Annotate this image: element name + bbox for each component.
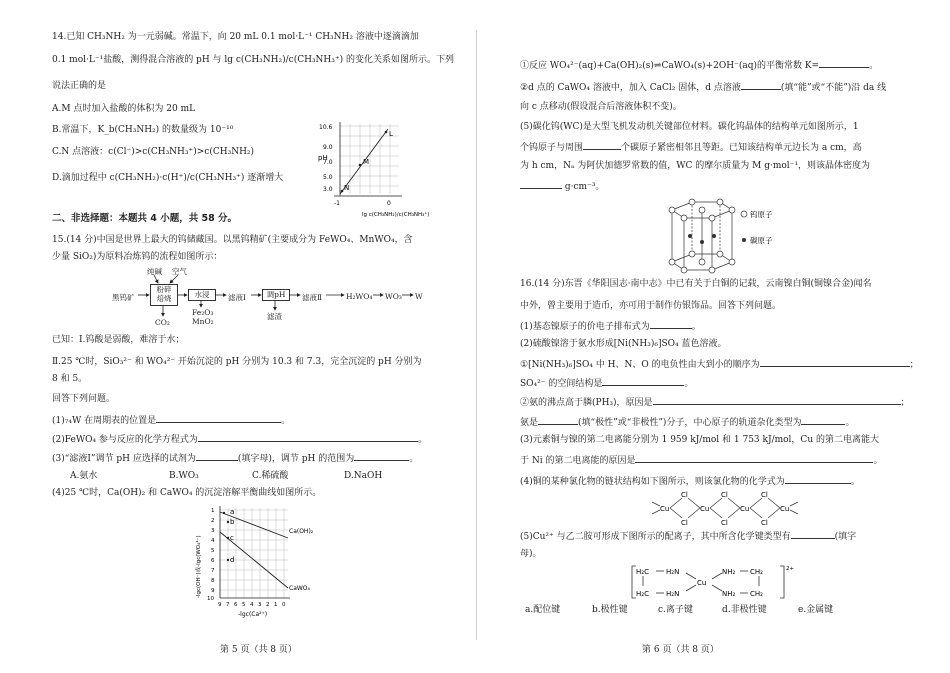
flow-product-3: W [415, 292, 423, 301]
q15-xtick-5: 4 [250, 602, 254, 608]
q15-s2-blank[interactable] [198, 432, 418, 442]
q15-r5 [520, 140, 950, 154]
q16-option-a: a.配位键 [525, 605, 561, 615]
q16-s3b: 于 Ni 的第二电离能的原因是 。 [520, 453, 950, 467]
q15-r2-text: ②d 点的 CaWO₄ 溶液中，加入 CaCl₂ 固体，d 点溶液 [520, 83, 741, 93]
q15-xtick-1: 9 [218, 602, 222, 608]
complex-h2c-2: H₂C [636, 590, 649, 598]
complex-charge: 2+ [786, 566, 795, 572]
q15-known1: 已知：Ⅰ.钨酸是弱酸，难溶于水； [52, 335, 185, 345]
q16-line2: 中外，曾主要用于造币，亦可用于制作仿银饰品。回答下列问题。 [520, 301, 782, 311]
q15-ytick-2: 2 [211, 518, 215, 524]
flow-arrows [112, 266, 492, 332]
q16-option-b: b.极性键 [592, 605, 628, 615]
q15-ask: 回答下列问题。 [52, 394, 116, 404]
q15-s3-text: (3)“滤液Ⅰ”调节 pH 应选择的试剂为 [52, 454, 196, 464]
q15-point-d [227, 559, 229, 561]
q15-label-b: b [230, 518, 235, 526]
flow-out-fe2o3: Fe₂O₃ [192, 308, 214, 317]
flow-start: 黑钨矿 [112, 293, 135, 302]
chain-cl-2: Cl [681, 519, 688, 527]
q15-ytick-9: 9 [211, 588, 215, 594]
flow-box-water: 水浸 [188, 289, 216, 301]
q15-option-d: D.NaOH [344, 471, 383, 481]
q15-xlabel: -lgc(Ca²⁺) [238, 611, 268, 618]
q16-s2a-blank[interactable] [760, 357, 910, 367]
q15-line1: 15.(14 分)中国是世界上最大的钨储藏国。以黑钨精矿(主要成分为 FeWO₄、MnWO₄，含 [52, 235, 413, 245]
q15-xtick-9: 0 [282, 602, 286, 608]
q16-s5c: 母)。 [520, 549, 542, 559]
q16-s2b-blank[interactable] [602, 376, 684, 386]
q16-s5-text: (5)Cu²⁺ 与乙二胺可形成下图所示的配离子，其中所含化学键类型有 [520, 532, 791, 542]
q14-label-m: M [363, 158, 370, 166]
q15-ytick-6: 6 [211, 558, 215, 564]
q16-s4-text: (4)铜的某种氯化物的链状结构如下图所示，则该氯化物的化学式为 [520, 477, 785, 487]
q15-r2-blank[interactable] [741, 80, 781, 90]
q15-curve2-label: CaWO₄ [289, 585, 310, 592]
q16-s3b-blank[interactable] [635, 453, 873, 463]
q15-s3-text2: (填字母)，调节 pH 的范围为 [237, 454, 355, 464]
complex-h2n-2: H₂N [666, 590, 680, 598]
complex-h2n-1: H₂N [666, 568, 680, 576]
q14-xtick-1: -1 [334, 200, 340, 207]
q14-option-d: D.滴加过程中 c(CH₃NH₂)·c(H⁺)/c(CH₃NH₃⁺) 逐渐增大 [52, 173, 284, 183]
flow-filtrate-1: 滤液Ⅰ [228, 293, 246, 302]
q16-s2d-blank2[interactable] [801, 415, 845, 425]
flow-box-roast-l1: 粉碎 [156, 285, 172, 294]
q14-ytick-2: 9.0 [323, 144, 333, 151]
q15-r7 [520, 179, 950, 193]
q14-point-l [385, 131, 388, 134]
q15-s4: (4)25 ℃时，Ca(OH)₂ 和 CaWO₄ 的沉淀溶解平衡曲线如图所示。 [52, 488, 322, 498]
q16-s1-text: (1)基态镍原子的价电子排布式为 [520, 322, 650, 332]
q16-s3b-text: 于 Ni 的第二电离能的原因是 [520, 456, 636, 466]
q15-s2: (2)FeWO₄ 参与反应的化学方程式为 。 [52, 432, 492, 446]
q15-xtick-3: 6 [234, 602, 238, 608]
q15-s1: (1)₇₄W 在周期表的位置是 。 [52, 413, 492, 427]
cucl-chain-structure [648, 488, 838, 528]
q15-r4: (5)碳化钨(WC)是大型飞机发动机关键部位材料。碳化钨晶体的结构单元如图所示，1 [520, 122, 859, 132]
flow-product-1: H₂WO₄ [346, 292, 373, 301]
complex-nh2-2: NH₂ [722, 590, 736, 598]
q15-label-d: d [230, 556, 235, 564]
q14-line3: 说法正确的是 [52, 81, 107, 91]
q15-r5-text: 个钨原子与周围 [520, 143, 584, 153]
q15-xtick-7: 2 [266, 602, 270, 608]
q15-option-b: B.WO₃ [169, 471, 199, 481]
q16-s3: (3)元素铜与镍的第二电离能分别为 1 959 kJ/mol 和 1 753 kJ/mol，Cu 的第二电离能大 [520, 435, 879, 445]
q15-ytick-8: 8 [211, 578, 215, 584]
q16-s2c-text: ②氨的沸点高于膦(PH₃)，原因是 [520, 398, 653, 408]
flow-out-residue: 滤渣 [267, 312, 282, 321]
footer-right: 第 6 页（共 8 页） [642, 645, 719, 655]
q15-s1-blank[interactable] [156, 413, 281, 423]
q14-xtick-2: 0 [387, 200, 391, 207]
q14-option-a: A.M 点时加入盐酸的体积为 20 mL [52, 104, 196, 114]
q14-line2: 0.1 mol·L⁻¹盐酸，测得混合溶液的 pH 与 lg c(CH₃NH₂)/c(CH₃NH₃⁺) 的变化关系如图所示。下列 [52, 55, 455, 65]
q14-label-l: L [389, 130, 393, 138]
q15-flowchart [112, 266, 492, 332]
flow-input-air: 空气 [172, 267, 187, 276]
q15-option-a: A.氨水 [70, 471, 98, 481]
q16-s2c: ②氨的沸点高于膦(PH₃)，原因是 ； [520, 395, 950, 409]
q15-label-a: a [230, 508, 235, 516]
q15-ytick-4: 4 [211, 538, 215, 544]
q15-point-c [227, 537, 229, 539]
q14-ytick-1: 10.6 [319, 124, 333, 131]
chain-cu-4: Cu [780, 505, 790, 513]
right-page [520, 0, 950, 673]
q15-xtick-2: 7 [226, 602, 230, 608]
complex-ch2-1: CH₂ [750, 568, 763, 576]
q14-ytick-3: 7.0 [323, 159, 333, 166]
q14-xlabel: lg c(CH₃NH₂)/c(CH₃NH₃⁺) [362, 212, 430, 218]
legend-w-label: 钨原子 [750, 210, 773, 219]
q16-s2b-text: SO₄²⁻ 的空间结构是 [520, 379, 603, 389]
q14-ytick-5: 3.0 [323, 186, 333, 193]
q15-point-a [223, 512, 225, 514]
flow-product-2: WO₃ [385, 292, 402, 301]
q15-s3-blank1[interactable] [196, 451, 238, 461]
flow-out-co2: CO₂ [155, 318, 170, 327]
q15-solubility-graph [192, 502, 332, 620]
wc-crystal-structure [660, 196, 800, 276]
q14-option-b: B.常温下，K_b(CH₃NH₂) 的数量级为 10⁻¹⁰ [52, 125, 234, 135]
q15-r5-text2: 个碳原子紧密相邻且等距。已知该结构单元边长为 a cm，高 [621, 143, 862, 153]
q16-s2b: SO₄²⁻ 的空间结构是 。 [520, 376, 950, 390]
q15-s3-blank2[interactable] [354, 451, 409, 461]
cu-en-complex-structure [630, 562, 820, 602]
q16-s2a: ①[Ni(NH₃)₆]SO₄ 中 H、N、O 的电负性由大到小的顺序为 ； [520, 357, 950, 371]
q15-r6: 为 h cm，Nₐ 为阿伏加德罗常数的值，WC 的摩尔质量为 M g·mol⁻¹，则该晶体密度为 [520, 161, 871, 171]
chain-cl-1: Cl [681, 491, 688, 499]
chain-cu-1: Cu [660, 505, 670, 513]
q15-curve1-label: Ca(OH)₂ [289, 528, 314, 535]
q16-option-c: c.离子键 [658, 605, 693, 615]
q15-xtick-8: 1 [274, 602, 278, 608]
q15-ytick-7: 7 [211, 568, 215, 574]
q15-ytick-3: 3 [211, 528, 215, 534]
q16-s4-blank[interactable] [785, 474, 851, 484]
q15-s1-text: (1)₇₄W 在周期表的位置是 [52, 416, 157, 426]
q16-s2d: 氨是 (填“极性”或“非极性”)分子，中心原子的轨道杂化类型为 。 [520, 415, 950, 429]
q15-r2 [520, 80, 950, 94]
flow-filtrate-2: 滤液Ⅱ [302, 293, 323, 302]
q16-s5 [520, 529, 950, 543]
chain-cl-6: Cl [761, 519, 768, 527]
flow-input-soda: 纯碱 [147, 267, 162, 276]
q15-xtick-6: 3 [258, 602, 262, 608]
q15-r5-blank[interactable] [583, 140, 621, 150]
q16-line1: 16.(14 分)东晋《华阳国志·南中志》中已有关于白铜的记载，云南镍白铜(铜镍合金)闻名 [520, 279, 872, 289]
q15-r7-blank[interactable] [520, 179, 562, 189]
q15-ytick-1: 1 [211, 508, 215, 514]
q15-r3: 向 c 点移动(假设混合后溶液体积不变)。 [520, 102, 682, 112]
q16-s2d-blank1[interactable] [538, 415, 578, 425]
q16-s2d-text: 氨是 [520, 418, 539, 428]
q14-ytick-4: 5.0 [323, 174, 333, 181]
q14-line1: 14.已知 CH₃NH₂ 为一元弱碱。常温下，向 20 mL 0.1 mol·L⁻¹ CH₃NH₂ 溶液中逐滴滴加 [52, 32, 419, 42]
q15-s3: (3)“滤液Ⅰ”调节 pH 应选择的试剂为 (填字母)，调节 pH 的范围为 。 [52, 451, 492, 465]
chain-cl-3: Cl [721, 491, 728, 499]
q15-label-c: c [230, 534, 234, 542]
q16-s4: (4)铜的某种氯化物的链状结构如下图所示，则该氯化物的化学式为 。 [520, 474, 950, 488]
q15-ytick-10: 10 [207, 596, 214, 602]
q15-r7-text: g·cm⁻³。 [564, 182, 605, 192]
q14-ylabel: pH [318, 154, 328, 162]
q15-s2-text: (2)FeWO₄ 参与反应的化学方程式为 [52, 435, 198, 445]
complex-h2c-1: H₂C [636, 568, 649, 576]
chain-cl-5: Cl [761, 491, 768, 499]
q15-line2: 少量 SiO₂)为原料冶炼钨的流程如图所示： [52, 252, 223, 262]
q15-ylabel: -lgc(OH⁻)或-lgc(WO₄²⁻) [196, 535, 202, 598]
q15-xtick-4: 5 [242, 602, 246, 608]
left-page [52, 0, 492, 673]
q15-ytick-5: 5 [211, 548, 215, 554]
q15-r2-text2: (填“能”或“不能”)沿 da 线 [780, 83, 887, 93]
q15-r1-blank[interactable] [819, 58, 869, 68]
q16-s2c-blank[interactable] [653, 395, 901, 405]
q16-s5-text2: (填字 [834, 532, 857, 542]
q14-point-n [341, 190, 344, 193]
q14-label-n: N [344, 184, 350, 192]
q16-s2a-text: ①[Ni(NH₃)₆]SO₄ 中 H、N、O 的电负性由大到小的顺序为 [520, 360, 760, 370]
flow-out-mno2: MnO₂ [192, 317, 214, 326]
q15-known2: Ⅱ.25 ℃时，SiO₃²⁻ 和 WO₄²⁻ 开始沉淀的 pH 分别为 10.3 和 7.3，完全沉淀的 pH 分别为 [52, 357, 422, 367]
legend-c-icon [742, 238, 746, 242]
complex-nh2-1: NH₂ [722, 568, 736, 576]
legend-c-label: 碳原子 [750, 236, 773, 245]
chain-cu-3: Cu [740, 505, 750, 513]
q16-option-d: d.非极性键 [722, 605, 767, 615]
q16-s1-blank[interactable] [650, 319, 692, 329]
q15-r1: ①反应 WO₄²⁻(aq)+Ca(OH)₂(s)⇌CaWO₄(s)+2OH⁻(aq)的平衡常数 K= 。 [520, 58, 950, 72]
flow-box-ph: 调pH [262, 289, 290, 301]
complex-cu: Cu [697, 579, 707, 587]
section-2-title: 二、非选择题：本题共 4 小题，共 58 分。 [52, 213, 238, 224]
q14-ph-graph [304, 116, 484, 224]
complex-ch2-2: CH₂ [750, 590, 763, 598]
flow-box-roast-l2: 焙烧 [156, 294, 172, 303]
q16-s1: (1)基态镍原子的价电子排布式为 。 [520, 319, 950, 333]
legend-w-icon [741, 211, 747, 217]
chain-cu-2: Cu [700, 505, 710, 513]
q15-known3: 8 和 5。 [52, 374, 88, 384]
q15-r1-text: ①反应 WO₄²⁻(aq)+Ca(OH)₂(s)⇌CaWO₄(s)+2OH⁻(aq)的平衡常数 K= [520, 61, 820, 71]
q16-s2: (2)硫酸镍溶于氨水形成[Ni(NH₃)₆]SO₄ 蓝色溶液。 [520, 339, 727, 349]
q15-option-c: C.稀硫酸 [252, 471, 289, 481]
q14-point-m [359, 164, 362, 167]
q16-s5-blank[interactable] [791, 529, 835, 539]
chain-cl-4: Cl [721, 519, 728, 527]
q16-option-e: e.金属键 [798, 605, 834, 615]
q15-point-b [227, 521, 229, 523]
q16-s2d-text2: (填“极性”或“非极性”)分子，中心原子的轨道杂化类型为 [578, 418, 802, 428]
footer-left: 第 5 页（共 8 页） [220, 645, 297, 655]
q14-option-c: C.N 点溶液：c(Cl⁻)>c(CH₃NH₃⁺)>c(CH₃NH₂) [52, 147, 255, 157]
